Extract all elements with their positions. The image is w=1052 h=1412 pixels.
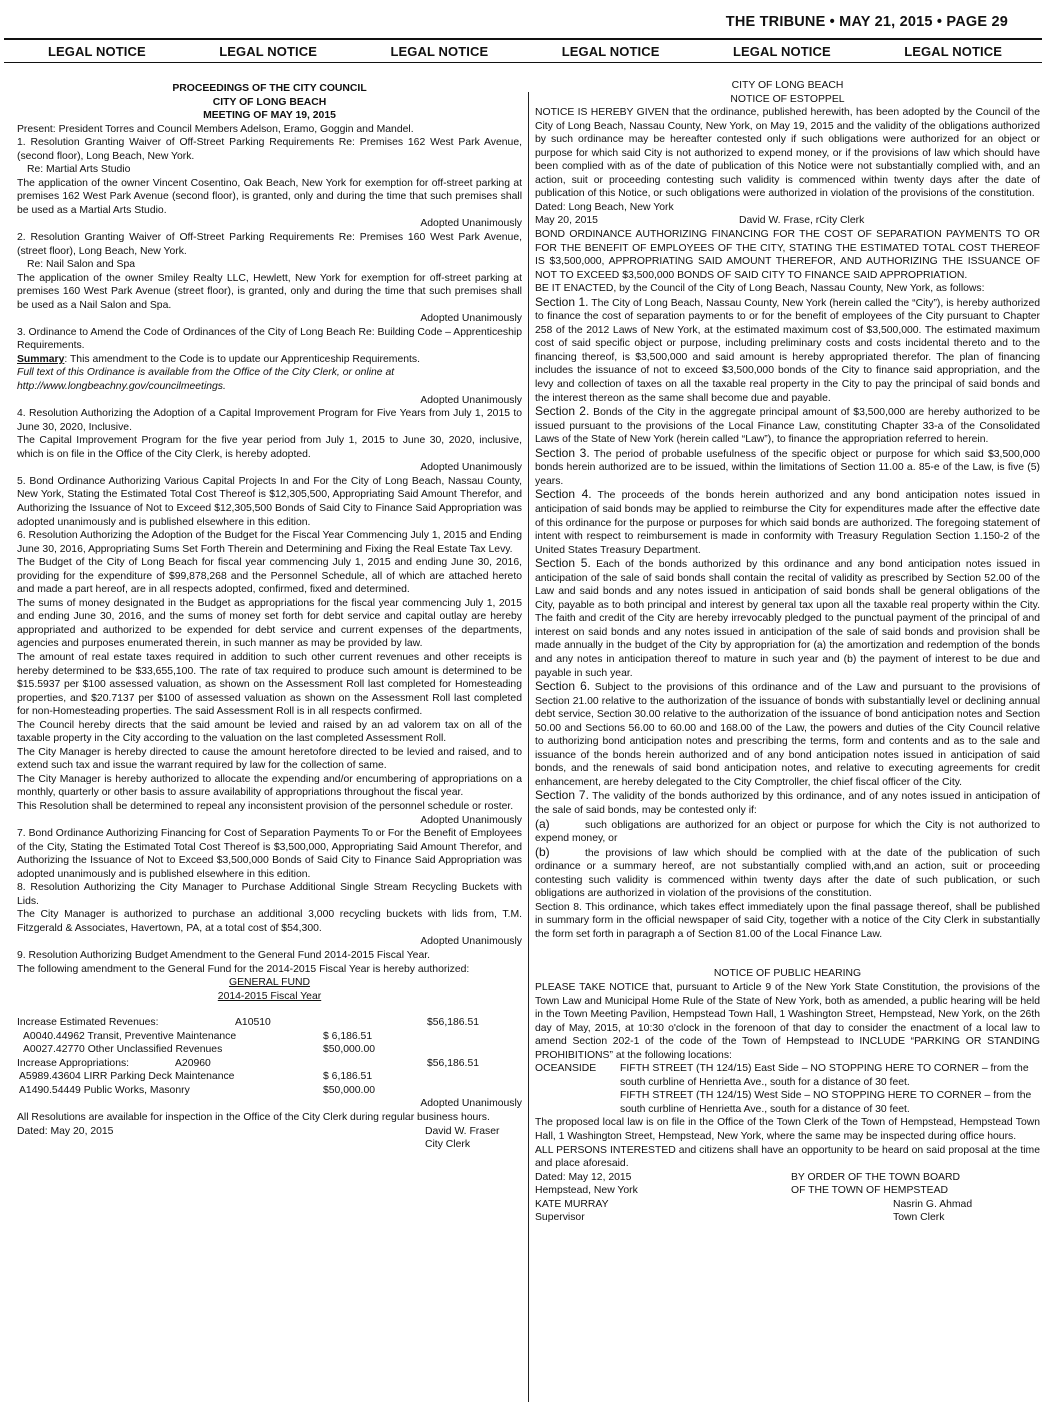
signature-left: Supervisor — [535, 1212, 585, 1224]
item-6-paragraph: The Budget of the City of Long Beach for fiscal year commencing July 1, 2015 and ending June 30, 2016, providing for the expenditure of $99,878,268 and the Personnel Schedule, all of which are attached hereto and made a part hereof, are in all respects adopted, confirmed, fixed and determined. — [17, 557, 522, 596]
signature-left: Dated: May 12, 2015 — [535, 1171, 632, 1183]
section-label: Section 2. — [535, 404, 590, 419]
section-text: Bonds of the City in the aggregate principal amount of $3,500,000 are hereby authorized to be issued pursuant to the provisions of the Local Finance Law, constituting Chapter 33-a of the Consolidated Laws of the State of New York (herein called “Law”), to finance the appropriation referred to herein. — [535, 407, 1041, 446]
clerk-name: David W. Fraser — [425, 1125, 500, 1137]
legal-notice-label: LEGAL NOTICE — [219, 44, 317, 59]
signature-right: Town Clerk — [893, 1212, 945, 1224]
masthead-rule-bottom — [4, 62, 1042, 63]
adopted-unanimously: Adopted Unanimously — [420, 462, 522, 474]
row-amount: $ 6,186.51 — [323, 1071, 373, 1083]
section-3 — [535, 447, 1040, 489]
item-5-title: 5. Bond Ordinance Authorizing Various Capital Projects In and For the City of Long Beach, Nassau County, New York, Stating the Estimated Total Cost Thereof is $12,305,500, Appropriating Said Amount Therefor, and Authorizing the Issuance of Not to Exceed $12,305,500 Bonds of Said City to Finance Said Appropriation was adopted unanimously and is published elsewhere in this edition. — [17, 475, 522, 528]
section-text: The City of Long Beach, Nassau County, New York (herein called the “City”), is hereby authorized to finance the cost of separation payments to or for the benefit of employees of the City pursuant to Chapter 258 of the 2012 Laws of New York, at the estimated maximum cost of $3,500,000. The estimated maximum cost of said specific object or purpose, including preliminary costs and costs incidental thereto and to the financing thereof, is $3,500,000 and said amount is hereby appropriated therefor. The plan of financing includes the issuance of not to exceed $3,500,000 bonds of the City to finance said appropriation, and the levy and collection of taxes on all the taxable real property in the City to pay the principal of said bonds and the interest thereon as the same shall become due and payable. — [535, 297, 1040, 404]
section-text: The proceeds of the bonds herein authorized and any bond anticipation notes issued in anticipation of said bonds may be applied to reimburse the City for expenditures made after the effective date of this ordinance for the purpose or purposes for which said bonds are authorized. The foregoing statement of intent with respect to reimbursement is made in conformity with Treasury Regulation Section 1.150-2 of the United States Treasury Department. — [535, 490, 1040, 556]
budget-amendment-table — [17, 1016, 522, 1097]
signature-row — [535, 1211, 1040, 1225]
section-7 — [535, 789, 1040, 817]
fiscal-year-heading: 2014-2015 Fiscal Year — [217, 990, 322, 1002]
item-2-re: Re: Nail Salon and Spa — [27, 259, 136, 271]
estoppel-city: CITY OF LONG BEACH — [731, 80, 844, 91]
adopted-unanimously: Adopted Unanimously — [420, 936, 522, 948]
table-row — [17, 1043, 522, 1057]
section-label: Section 6. — [535, 679, 591, 694]
row-total: $56,186.51 — [427, 1017, 480, 1029]
item-6-paragraph: This Resolution shall be determined to repeal any inconsistent provision of the personnel schedule or roster. — [17, 800, 514, 812]
table-row — [17, 1070, 522, 1084]
section-8: Section 8. This ordinance, which takes effect immediately upon the final passage thereof, shall be published in summary form in the official newspaper of said City, together with a notice of the City Clerk in substantially the form set forth in paragraph a of Section 81.00 of the Local Finance Law. — [535, 901, 1040, 940]
row-amount: $ 6,186.51 — [323, 1030, 373, 1042]
location-item: FIFTH STREET (TH 124/15) East Side – NO STOPPING HERE TO CORNER – from the south curbline of Henrietta Ave., south for a distance of 30 feet. — [620, 1063, 1029, 1088]
clause-text: such obligations are authorized for an object or purpose for which the City is not authorized to expend money, or — [535, 819, 1040, 845]
item-3-full-text — [17, 366, 522, 380]
item-9-title: 9. Resolution Authorizing Budget Amendment to the General Fund 2014-2015 Fiscal Year. — [17, 950, 431, 961]
section-label: Section 4. — [535, 487, 592, 502]
location-list — [620, 1062, 1040, 1116]
row-label: Increase Appropriations: — [17, 1057, 130, 1069]
row-label: A1490.54449 Public Works, Masonry — [19, 1084, 190, 1096]
item-4-title: 4. Resolution Authorizing the Adoption of a Capital Improvement Program for Five Years from July 1, 2015 to June 30, 2020, Inclusive. — [17, 408, 522, 433]
signature-left: KATE MURRAY — [535, 1198, 609, 1210]
estoppel-heading: NOTICE OF ESTOPPEL — [730, 93, 845, 105]
council-meetings-link[interactable]: http://www.longbeachny.gov/councilmeetings. — [17, 381, 226, 393]
proceedings-meeting-date: MEETING OF MAY 19, 2015 — [203, 110, 336, 122]
row-label: A0027.42770 Other Unclassified Revenues — [23, 1044, 223, 1056]
oceanside-locations — [535, 1062, 1040, 1116]
legal-notice-label: LEGAL NOTICE — [904, 44, 1002, 59]
section-1 — [535, 296, 1040, 405]
section-label: Section 1. — [535, 294, 589, 309]
dated-line: Dated: May 20, 2015 — [17, 1125, 114, 1137]
location-item: FIFTH STREET (TH 124/15) West Side – NO STOPPING HERE TO CORNER – from the south curbline of Henrietta Ave., south for a distance of 30 feet. — [620, 1090, 1032, 1115]
signature-right: OF THE TOWN OF HEMPSTEAD — [791, 1185, 949, 1197]
adopted-unanimously: Adopted Unanimously — [420, 218, 522, 230]
estoppel-notice: NOTICE IS HEREBY GIVEN that the ordinance, published herewith, has been adopted by the Council of the City of Long Beach, Nassau County, New York, on May 19, 2015 and the validity of the obligations authorized by such ordinance may be hereafter contested only if such obligations were authorized for an object or purpose for which said City is not authorized to expend money, or if the provisions of law which should have been complied with as of the date of publication of this Notice were not substantially complied with, and an action, suit or proceeding contesting such validity is commenced within twenty days after the date of publication of this Notice, or such obligations were authorized in violation of the provisions of the constitution. — [535, 107, 1040, 200]
item-2-title: 2. Resolution Granting Waiver of Off-Street Parking Requirements Re: Premises 160 West Park Avenue, (street floor), Long Beach, New York. — [17, 232, 522, 257]
item-7-title: 7. Bond Ordinance Authorizing Financing for Cost of Separation Payments To or For the Benefit of Employees of the City, Stating the Estimated Total Cost Thereof is $3,500,000, Appropriating Said Amount Therefor, and Authorizing the Issuance of Not to Exceed $3,500,000 Bonds of Said City to Finance Said Appropriation was adopted unanimously and is published elsewhere in this edition. — [17, 828, 522, 880]
estoppel-date: May 20, 2015 — [535, 215, 598, 227]
item-3-title: 3. Ordinance to Amend the Code of Ordinances of the City of Long Beach Re: Building Code – Apprenticeship Requirements. — [17, 326, 522, 352]
item-9-body: The following amendment to the General Fund for the 2014-2015 Fiscal Year is hereby authorized: — [17, 963, 470, 975]
item-3-summary — [17, 353, 522, 367]
row-account: A10510 — [235, 1017, 271, 1029]
estoppel-clerk: David W. Frase, rCity Clerk — [739, 215, 865, 227]
spacer — [17, 1003, 522, 1016]
section-text: The period of probable usefulness of the specific object or purpose for which said $3,500,000 bonds herein authorized are to be issued, within the limitations of Section 11.00 a. 85-e of the Law, is five (5) years. — [535, 448, 1041, 487]
public-hearing-body: PLEASE TAKE NOTICE that, pursuant to Article 9 of the New York State Constitution, the provisions of the Town Law and Municipal Home Rule of the State of New York, both as amended, a public hearing will be held in the Town Meeting Pavilion, Hempstead Town Hall, 1 Washington Street, Hempstead, New York, on the 26th day of May, 2015, at 10:30 o'clock in the forenoon of that day to consider the enactment of a local law to amend Section 202-1 of the code of the Town of Hempstead to INCLUDE “PARKING OR STANDING PROHIBITIONS” at the following locations: — [535, 982, 1040, 1061]
public-hearing-paragraph: The proposed local law is on file in the Office of the Town Clerk of the Town of Hempstead, Hempstead Town Hall, 1 Washington Street, Hempstead, New York, where the same may be inspected during office hours. — [535, 1117, 1040, 1143]
section-label: Section 7. — [535, 788, 589, 803]
row-label: A5989.43604 LIRR Parking Deck Maintenance — [19, 1071, 235, 1083]
item-1-re: Re: Martial Arts Studio — [27, 164, 131, 176]
adopted-unanimously: Adopted Unanimously — [420, 1098, 522, 1110]
masthead-rule-top — [4, 38, 1042, 40]
be-it-enacted: BE IT ENACTED, by the Council of the City of Long Beach, Nassau County, New York, as follows: — [535, 283, 985, 295]
column-divider — [528, 92, 529, 1402]
clerk-title-row — [17, 1138, 522, 1152]
table-row — [17, 1016, 522, 1030]
row-total: $56,186.51 — [427, 1057, 480, 1069]
clerk-title: City Clerk — [425, 1139, 471, 1151]
public-hearing-heading: NOTICE OF PUBLIC HEARING — [713, 968, 862, 980]
row-label: Increase Estimated Revenues: — [17, 1017, 159, 1029]
legal-notice-label: LEGAL NOTICE — [561, 44, 660, 59]
section-6 — [535, 680, 1040, 789]
item-6-paragraph: The sums of money designated in the Budget as appropriations for the fiscal year commencing July 1, 2015 and ending June 30, 2016, and the sums of money set forth for debt service and capital outlay are hereby appropriated and authorized to be expended for debt service and current expenses of the departments, agencies and purposes enumerated therein, in such manner as may be provided by law. — [17, 597, 522, 650]
public-hearing-paragraph: ALL PERSONS INTERESTED and citizens shall have an opportunity to be heard on said proposal at the time and place aforesaid. — [535, 1144, 1040, 1170]
general-fund-heading: GENERAL FUND — [228, 977, 311, 989]
legal-notice-bar — [4, 44, 1042, 59]
signature-row — [535, 1171, 1040, 1185]
proceedings-heading: PROCEEDINGS OF THE CITY COUNCIL — [172, 83, 367, 94]
legal-notice-label: LEGAL NOTICE — [733, 44, 831, 59]
legal-notice-label: LEGAL NOTICE — [48, 44, 146, 59]
section-7b — [535, 846, 1040, 901]
section-text: Subject to the provisions of this ordinance and of the Law and pursuant to the provisions of Section 21.00 relative to the authorization of the issuance of bonds with substantially level or declining annual debt service, Section 30.00 relative to the authorization of the issuance of bond anticipation notes and Section 50.00 and Sections 56.00 to 60.00 and 168.00 of the Law, the powers and duties of the City Council relative to authorizing bond anticipation notes and prescribing the terms, form and contents and as to the sale and issuance of the bonds herein authorized and of any bond anticipation notes issued in anticipation of said bonds, and the renewals of said bond anticipation notes, and relative to executing agreements for credit enhancement, are hereby delegated to the City Comptroller, the chief fiscal officer of the City. — [535, 682, 1040, 788]
signature-right: Nasrin G. Ahmad — [893, 1198, 973, 1210]
signature-row — [535, 1198, 1040, 1212]
section-text: Each of the bonds authorized by this ordinance and any bond anticipation notes issued in anticipation of the sale of said bonds shall contain the recital of validity as prescribed by Section 52.00 of the Law and said bonds and any notes issued in anticipation of said bonds shall be general obligations of the City, payable as to both principal and interest by general tax upon all the taxable real property within the City. The faith and credit of the City are hereby irrevocably pledged to the punctual payment of the principal of and interest on said bonds and any notes issued in anticipation of the sale of said bonds and provision shall be made annually in the budget of the City by appropriation for (a) the amortization and redemption of the bonds and any notes in anticipation thereof to mature in such year and (b) the payment of interest to be due and payable in such year. — [535, 559, 1040, 679]
masthead-title: THE TRIBUNE • MAY 21, 2015 • PAGE 29 — [725, 14, 1008, 30]
city-council-proceedings — [17, 82, 522, 1152]
estoppel-dated-row — [535, 214, 1040, 228]
item-6-paragraph: The City Manager is hereby directed to cause the amount heretofore directed to be levied and raised, and to extend such tax and issue the warrant required by law for the collection of same. — [17, 746, 522, 772]
masthead — [0, 0, 1052, 64]
spacer — [535, 941, 1040, 954]
item-1-body: The application of the owner Vincent Cosentino, Oak Beach, New York for exemption for off-street parking at premises 162 West Park Avenue (second floor), is granted, only and during the time that such premises shall be used as a Martial Arts Studio. — [17, 177, 522, 216]
clerk-signature-row — [17, 1125, 522, 1139]
section-text: The validity of the bonds authorized by this ordinance, and of any notes issued in anticipation of the sale of said bonds, may be contested only if: — [535, 791, 1040, 816]
estoppel-and-hearing-notices — [535, 79, 1040, 1225]
section-2 — [535, 405, 1040, 447]
item-6-paragraph: The City Manager is hereby authorized to allocate the expending and/or encumbering of appropriations on a monthly, quarterly or other basis to assure availability of appropriations throughout the fiscal year. — [17, 773, 522, 799]
section-label: Section 5. — [535, 556, 591, 571]
item-4-body: The Capital Improvement Program for the five year period from July 1, 2015 to June 30, 2020, inclusive, which is on file in the Office of the City Clerk, is hereby adopted. — [17, 435, 522, 460]
item-2-body: The application of the owner Smiley Realty LLC, Hewlett, New York for exemption for off-street parking at premises 160 West Park Avenue (street floor), is granted, only and during the time that such premises shall be used as a Nail Salon and Spa. — [17, 272, 522, 311]
summary-text: : This amendment to the Code is to update our Apprenticeship Requirements. — [64, 353, 420, 365]
row-label: A0040.44962 Transit, Preventive Maintenance — [23, 1030, 237, 1042]
adopted-unanimously: Adopted Unanimously — [420, 313, 522, 325]
item-1-title: 1. Resolution Granting Waiver of Off-Street Parking Requirements Re: Premises 162 West Park Avenue, (second floor), Long Beach, New York. — [17, 137, 522, 162]
row-amount: $50,000.00 — [323, 1084, 376, 1096]
estoppel-dated-place: Dated: Long Beach, New York — [535, 201, 674, 213]
section-7a — [535, 818, 1040, 846]
legal-notice-label: LEGAL NOTICE — [390, 44, 489, 59]
table-row — [17, 1057, 522, 1071]
spacer — [535, 954, 1040, 967]
location-label: OCEANSIDE — [535, 1063, 597, 1075]
section-5 — [535, 557, 1040, 680]
table-row — [17, 1030, 522, 1044]
signature-right: BY ORDER OF THE TOWN BOARD — [791, 1171, 960, 1183]
adopted-unanimously: Adopted Unanimously — [420, 814, 522, 826]
adopted-unanimously: Adopted Unanimously — [420, 394, 522, 406]
item-6-title: 6. Resolution Authorizing the Adoption of the Budget for the Fiscal Year Commencing July 1, 2015 and Ending June 30, 2016, Appropriating Sums Set Forth Therein and Determining and Fixing the Real Estate Tax Levy. — [17, 530, 522, 555]
item-6-paragraph: The amount of real estate taxes required in addition to such other current revenues and other receipts is hereby determined to be $33,655,100. The rate of tax required to produce such amount is determined to be $15.5937 per $100 assessed valuation, as shown on the Assessment Roll last completed for Homesteading properties, and $20.7137 per $100 of assessed valuation as shown on the Assessment Roll last completed for non-Homesteading properties. The said Assessment Roll is in all respects confirmed. — [17, 651, 522, 718]
signature-row — [535, 1184, 1040, 1198]
item-8-title: 8. Resolution Authorizing the City Manager to Purchase Additional Single Stream Recycling Buckets with Lids. — [17, 882, 522, 907]
table-row — [17, 1084, 522, 1098]
section-label: Section 3. — [535, 445, 590, 460]
item-6-paragraph: The Council hereby directs that the said amount be levied and raised by an ad valorem tax on all of the taxable property in the City according to the valuation on the last completed Assessment Roll. — [17, 719, 522, 745]
row-account: A20960 — [175, 1057, 211, 1069]
signature-left: Hempstead, New York — [535, 1185, 638, 1197]
clause-text: the provisions of law which should be complied with at the date of the publication of such ordinance or a summary hereof, are not substantially complied with,and an action, suit or proceeding contesting such validity is commenced within twenty days after the date of such publication, or such obligations are authorized in violation of the provisions of the constitution. — [535, 847, 1040, 900]
all-resolutions-note: All Resolutions are available for inspection in the Office of the City Clerk during regular business hours. — [17, 1112, 490, 1124]
clause-label: (a) — [535, 816, 550, 831]
proceedings-city: CITY OF LONG BEACH — [212, 96, 327, 108]
full-text-note: Full text of this Ordinance is available from the Office of the City Clerk, or online at — [17, 367, 395, 379]
item-8-body: The City Manager is authorized to purchase an additional 3,000 recycling buckets with lids from, T.M. Fitzgerald & Associates, Havertown, PA, at a total cost of $54,300. — [17, 909, 522, 934]
row-amount: $50,000.00 — [323, 1044, 376, 1056]
section-4 — [535, 488, 1040, 557]
summary-label: Summary — [17, 353, 65, 365]
present-line: Present: President Torres and Council Members Adelson, Eramo, Goggin and Mandel. — [17, 123, 414, 135]
clause-label: (b) — [535, 844, 550, 859]
bond-ordinance-title: BOND ORDINANCE AUTHORIZING FINANCING FOR THE COST OF SEPARATION PAYMENTS TO OR FOR THE BENEFIT OF EMPLOYEES OF THE CITY, STATING THE ESTIMATED TOTAL COST THEREOF IS $3,500,000, APPROPRIATING SAID AMOUNT THEREFOR, AND AUTHORIZING THE ISSUANCE OF NOT TO EXCEED $3,500,000 BONDS OF SAID CITY TO FINANCE SAID APPROPRIATION. — [535, 229, 1040, 281]
